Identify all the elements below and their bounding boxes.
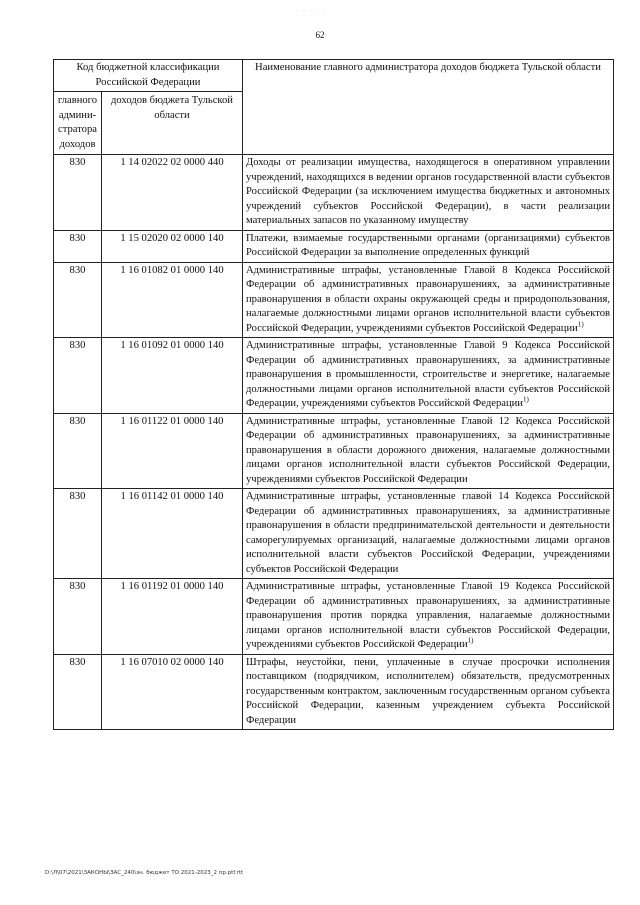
table-row	[54, 262, 614, 338]
footnote-marker: 1)	[522, 395, 529, 404]
income-name-text: Административные штрафы, установленные Главой 19 Кодекса Российской Федерации об административных правонарушениях, за административные правонарушения против порядка управления, налагаемые должностными лицами органов исполнительной власти субъектов Российской Федерации, учреждениями субъектов Российской Федерации	[246, 581, 610, 650]
income-code-cell: 1 15 02020 02 0000 140	[102, 230, 243, 262]
administrator-code-cell: 830	[54, 338, 102, 414]
header-row-group	[54, 60, 614, 92]
scan-mark: · . . . . .	[290, 8, 327, 13]
income-code-cell: 1 14 02022 02 0000 440	[102, 155, 243, 231]
income-code-cell: 1 16 01082 01 0000 140	[102, 262, 243, 338]
administrator-code-cell: 830	[54, 155, 102, 231]
header-administrator-name: Наименование главного администратора доходов бюджета Тульской области	[243, 60, 614, 155]
table-row	[54, 654, 614, 730]
table-row	[54, 338, 614, 414]
header-budget-income: доходов бюджета Тульской области	[102, 92, 243, 155]
header-chief-administrator: главного админи-стратора доходов	[54, 92, 102, 155]
income-name-cell	[243, 155, 614, 231]
income-code-cell: 1 16 01092 01 0000 140	[102, 338, 243, 414]
administrator-code-cell: 830	[54, 230, 102, 262]
income-name-text: Платежи, взимаемые государственными органами (организациями) субъектов Российской Федерации за выполнение определенных функций	[246, 232, 610, 258]
income-name-cell	[243, 654, 614, 730]
table-row	[54, 579, 614, 655]
header-classification-code: Код бюджетной классификации Российской Федерации	[54, 60, 243, 92]
administrator-code-cell: 830	[54, 489, 102, 579]
table-row	[54, 413, 614, 489]
income-code-cell: 1 16 07010 02 0000 140	[102, 654, 243, 730]
table-row	[54, 230, 614, 262]
income-name-text: Административные штрафы, установленные Главой 12 Кодекса Российской Федерации об административных правонарушениях, за административные правонарушения в области дорожного движения, налагаемые должностными лицами органов исполнительной власти субъектов Российской Федерации, учреждениями субъектов Российской Федерации	[246, 415, 610, 485]
income-name-cell	[243, 262, 614, 338]
income-name-text: Штрафы, неустойки, пени, уплаченные в случае просрочки исполнения поставщиком (подрядчиком, исполнителем) обязательств, предусмотренных государственным контрактом, заключенным государственным органом субъекта Российской Федерации, казенным учреждением субъекта Российской Федерации	[246, 656, 610, 726]
income-name-text: Административные штрафы, установленные главой 14 Кодекса Российской Федерации об административных правонарушениях, за административные правонарушения в области предпринимательской деятельности и деятельности саморегулируемых организаций, налагаемые должностными лицами органов исполнительной власти субъектов Российской Федерации, учреждениями субъектов Российской Федерации	[246, 491, 610, 575]
table-row	[54, 155, 614, 231]
income-name-cell	[243, 338, 614, 414]
administrator-code-cell: 830	[54, 654, 102, 730]
income-name-cell	[243, 230, 614, 262]
budget-table	[53, 59, 614, 730]
income-name-text: Доходы от реализации имущества, находящегося в оперативном управлении учреждений, находящихся в ведении органов государственной власти субъектов Российской Федерации (за исключением имущества бюджетных и автономных учреждений субъектов Российской Федерации), в части реализации материальных запасов по указанному имуществу	[246, 157, 610, 226]
income-code-cell: 1 16 01122 01 0000 140	[102, 413, 243, 489]
table-row	[54, 489, 614, 579]
page-number: 62	[315, 30, 325, 40]
administrator-code-cell: 830	[54, 579, 102, 655]
administrator-code-cell: 830	[54, 413, 102, 489]
income-name-cell	[243, 579, 614, 655]
income-name-cell	[243, 413, 614, 489]
income-name-cell	[243, 489, 614, 579]
income-code-cell: 1 16 01192 01 0000 140	[102, 579, 243, 655]
income-name-text: Административные штрафы, установленные Главой 9 Кодекса Российской Федерации об административных правонарушениях, за административные правонарушения в промышленности, строительстве и энергетике, налагаемые должностными лицами органов исполнительной власти субъектов Российской Федерации, учреждениями субъектов Российской Федерации	[246, 340, 610, 409]
income-code-cell: 1 16 01142 01 0000 140	[102, 489, 243, 579]
administrator-code-cell: 830	[54, 262, 102, 338]
footer-file-path: D:\Л\07\2021\ЗАКОНЫ\ЗАС_240\зн. бюджет ТО 2021-2023_2 пр.рtf.rtt	[45, 870, 244, 876]
footnote-marker: 1)	[467, 636, 474, 645]
income-name-text: Административные штрафы, установленные Главой 8 Кодекса Российской Федерации об административных правонарушениях, за административные правонарушения в области охраны окружающей среды и природопользования, налагаемые должностными лицами органов исполнительной власти субъектов Российской Федерации, учреждениями субъектов Российской Федерации	[246, 264, 610, 334]
footnote-marker: 1)	[577, 319, 584, 328]
